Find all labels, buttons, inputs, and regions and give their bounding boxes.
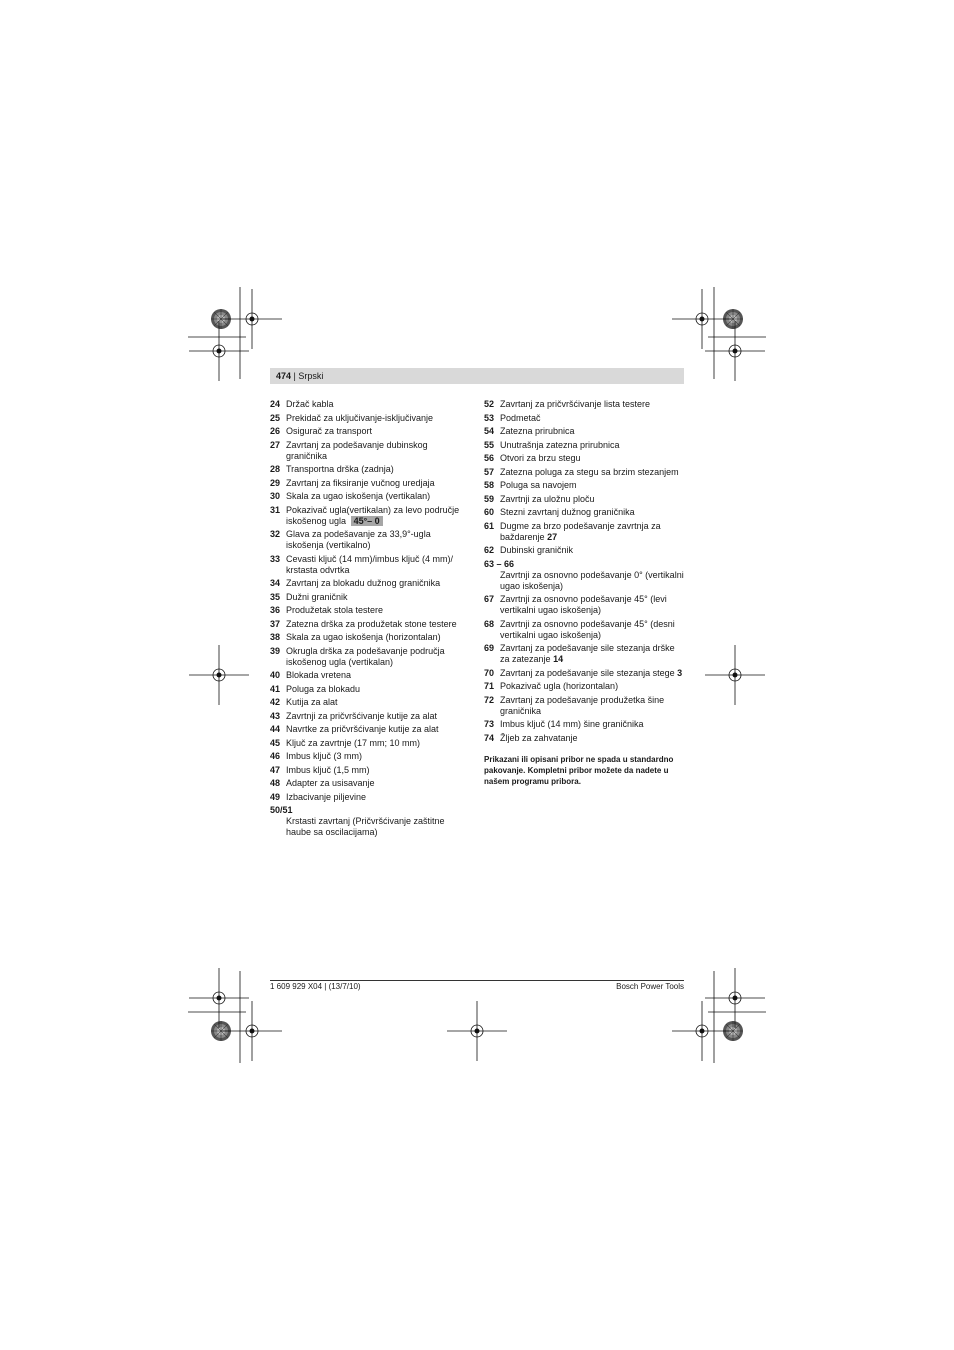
list-item [270, 646, 470, 668]
item-number: 34 [270, 578, 281, 588]
item-number: 44 [270, 724, 281, 734]
list-item [270, 765, 470, 776]
list-item [484, 453, 684, 464]
list-item [484, 494, 684, 505]
list-item [270, 724, 470, 735]
item-text: Zavrtnji za osnovno podešavanje 45° (levi vertikalni ugao iskošenja) [500, 594, 667, 615]
item-reference-number: 27 [547, 531, 558, 542]
item-number: 31 [270, 504, 281, 515]
list-item [270, 505, 470, 527]
list-item [484, 719, 684, 730]
list-item [484, 619, 684, 641]
item-number: 61 [484, 520, 495, 531]
footer-brand: Bosch Power Tools [616, 982, 684, 991]
list-item [484, 467, 684, 478]
list-item [270, 670, 470, 681]
item-number: 33 [270, 553, 281, 564]
list-item [484, 545, 684, 556]
item-number: 67 [484, 594, 495, 604]
item-number: 32 [270, 529, 281, 539]
list-item [270, 684, 470, 695]
footer-divider [270, 980, 684, 981]
item-text: Zavrtanj za blokadu dužnog graničnika [286, 578, 441, 588]
list-item [484, 733, 684, 744]
section-title: Srpski [298, 371, 324, 381]
item-text: Zavrtanj za podešavanje dubinskog graničnika [286, 439, 428, 461]
list-item [270, 399, 470, 410]
item-number: 48 [270, 778, 281, 788]
item-number: 56 [484, 453, 495, 463]
item-text: Dubinski graničnik [500, 545, 574, 555]
parts-list-left [270, 399, 470, 803]
list-item [484, 440, 684, 451]
list-item [484, 681, 684, 692]
item-number: 37 [270, 618, 281, 629]
item-number: 43 [270, 710, 281, 721]
item-text: Pokazivač ugla (horizontalan) [500, 681, 619, 691]
item-number: 50/51 [270, 805, 293, 815]
list-item [484, 521, 684, 543]
item-text: Dugme za brzo podešavanje zavrtnja za baždarenje [500, 520, 661, 542]
footer-doc-id: 1 609 929 X04 | (13/7/10) [270, 982, 361, 991]
list-item [270, 792, 470, 803]
item-text: Poluga sa navojem [500, 480, 577, 490]
item-number: 28 [270, 464, 281, 474]
item-number: 41 [270, 683, 281, 694]
item-number: 40 [270, 670, 281, 680]
list-item [270, 478, 470, 489]
item-number: 24 [270, 399, 281, 409]
item-text: Zavrtanj za fiksiranje vučnog uredjaja [286, 477, 435, 488]
item-text: Osigurač za transport [286, 426, 373, 436]
list-item [270, 440, 470, 462]
list-item [270, 554, 470, 576]
page-number: 474 [276, 371, 292, 381]
item-text: Glava za podešavanje za 33,9°-ugla iskošenja (vertikalno) [286, 529, 431, 550]
list-item [484, 399, 684, 410]
list-item [270, 578, 470, 589]
item-text: Skala za ugao iskošenja (vertikalan) [286, 491, 431, 501]
item-text: Zatezna poluga za stegu sa brzim stezanjem [500, 466, 679, 477]
list-item [270, 464, 470, 475]
item-number: 47 [270, 764, 281, 775]
item-text: Držač kabla [286, 399, 334, 409]
list-item [484, 507, 684, 518]
item-text: Zavrtnji za pričvršćivanje kutije za alat [286, 710, 438, 721]
item-number: 27 [270, 439, 281, 450]
item-text: Pokazivač ugla(vertikalan) za levo područje iskošenog ugla [286, 504, 460, 526]
list-item [484, 594, 684, 616]
item-text: Navrtke za pričvršćivanje kutije za alat [286, 724, 439, 734]
item-number: 42 [270, 697, 281, 707]
item-text: Kutija za alat [286, 697, 338, 707]
item-text: Transportna drška (zadnja) [286, 464, 394, 474]
item-number: 49 [270, 791, 281, 802]
item-number: 54 [484, 426, 495, 436]
item-number: 30 [270, 491, 281, 501]
item-text: Zavrtnji za osnovno podešavanje 45° (desni vertikalni ugao iskošenja) [500, 618, 675, 640]
list-item [484, 668, 684, 679]
item-number: 53 [484, 412, 495, 423]
item-text: Skala za ugao iskošenja (horizontalan) [286, 632, 441, 642]
left-column [270, 399, 470, 841]
item-number: 63 – 66 [484, 558, 515, 569]
list-item [270, 711, 470, 722]
item-number: 68 [484, 618, 495, 629]
list-item [270, 491, 470, 502]
item-text: Krstasti zavrtanj (Pričvršćivanje zaštitne haube sa oscilacijama) [286, 816, 445, 837]
item-text: Podmetač [500, 412, 541, 423]
item-number: 29 [270, 477, 281, 488]
list-item [484, 643, 684, 665]
list-item [270, 426, 470, 437]
item-number: 55 [484, 439, 495, 450]
item-number: 35 [270, 591, 281, 602]
item-text: Zavrtanj za podešavanje sile stezanja stege [500, 667, 675, 678]
item-text: Imbus ključ (14 mm) šine graničnika [500, 719, 644, 729]
item-number: 69 [484, 643, 495, 653]
item-text: Cevasti ključ (14 mm)/imbus ključ (4 mm)/ krstasta odvrtka [286, 553, 454, 575]
item-number: 62 [484, 545, 495, 555]
item-number: 45 [270, 737, 281, 748]
item-text: Zavrtnji za uložnu ploču [500, 493, 595, 504]
parts-list-right-top [484, 399, 684, 556]
item-text: Imbus ključ (1,5 mm) [286, 764, 370, 775]
item-number: 26 [270, 426, 281, 436]
list-item [270, 778, 470, 789]
list-item [270, 592, 470, 603]
list-item [270, 619, 470, 630]
item-number: 46 [270, 751, 281, 761]
item-number: 39 [270, 645, 281, 656]
item-text: Stezni zavrtanj dužnog graničnika [500, 507, 635, 517]
item-number: 70 [484, 667, 495, 678]
item-text: Dužni graničnik [286, 591, 348, 602]
item-text: Žljeb za zahvatanje [500, 732, 578, 743]
item-number: 59 [484, 493, 495, 504]
list-item [484, 413, 684, 424]
list-item [270, 738, 470, 749]
item-number: 74 [484, 732, 495, 743]
item-text: Zavrtanj za pričvršćivanje lista testere [500, 399, 651, 409]
right-column [484, 399, 684, 787]
item-number: 58 [484, 480, 495, 490]
item-text: Zatezna prirubnica [500, 426, 575, 436]
item-text: Blokada vretena [286, 670, 352, 680]
header-separator: | [293, 371, 296, 381]
item-number: 52 [484, 399, 495, 409]
item-text: Zavrtanj za podešavanje produžetka šine graničnika [500, 694, 665, 716]
list-item [270, 605, 470, 616]
list-item [484, 480, 684, 491]
item-number: 72 [484, 694, 495, 705]
item-text: Okrugla drška za podešavanje područja iskošenog ugla (vertikalan) [286, 645, 445, 667]
item-reference-number: 3 [677, 667, 683, 678]
list-item [484, 695, 684, 717]
item-number: 71 [484, 681, 495, 691]
item-text: Izbacivanje piljevine [286, 791, 367, 802]
list-item-block [484, 559, 684, 592]
item-text: Adapter za usisavanje [286, 778, 375, 788]
item-text: Unutrašnja zatezna prirubnica [500, 439, 620, 450]
item-text: Ključ za zavrtnje (17 mm; 10 mm) [286, 737, 421, 748]
item-number: 38 [270, 632, 281, 642]
page-header [270, 368, 684, 384]
item-text: Imbus ključ (3 mm) [286, 751, 363, 761]
accessory-note: Prikazani ili opisani pribor ne spada u standardno pakovanje. Kompletni pribor možete da nadete u našem programu pribora. [484, 754, 674, 786]
item-number: 25 [270, 412, 281, 423]
item-reference-number: 14 [553, 654, 564, 664]
list-item [270, 632, 470, 643]
item-number: 73 [484, 719, 495, 729]
parts-list-right-bottom [484, 594, 684, 744]
item-text: Zavrtnji za osnovno podešavanje 0° (vertikalni ugao iskošenja) [500, 569, 684, 591]
list-item-block [270, 805, 470, 838]
angle-range-badge: 45°– 0 [351, 516, 383, 526]
item-text: Poluga za blokadu [286, 683, 361, 694]
item-number: 60 [484, 507, 495, 517]
item-number: 57 [484, 466, 495, 477]
item-number: 36 [270, 605, 281, 615]
item-text: Zavrtanj za podešavanje sile stezanja drške za zatezanje [500, 643, 675, 664]
list-item [484, 426, 684, 437]
item-text: Zatezna drška za produžetak stone testere [286, 618, 457, 629]
item-text: Produžetak stola testere [286, 605, 384, 615]
list-item [270, 697, 470, 708]
list-item [270, 751, 470, 762]
item-text: Otvori za brzu stegu [500, 453, 581, 463]
list-item [270, 529, 470, 551]
item-text: Prekidač za uključivanje-isključivanje [286, 412, 434, 423]
list-item [270, 413, 470, 424]
